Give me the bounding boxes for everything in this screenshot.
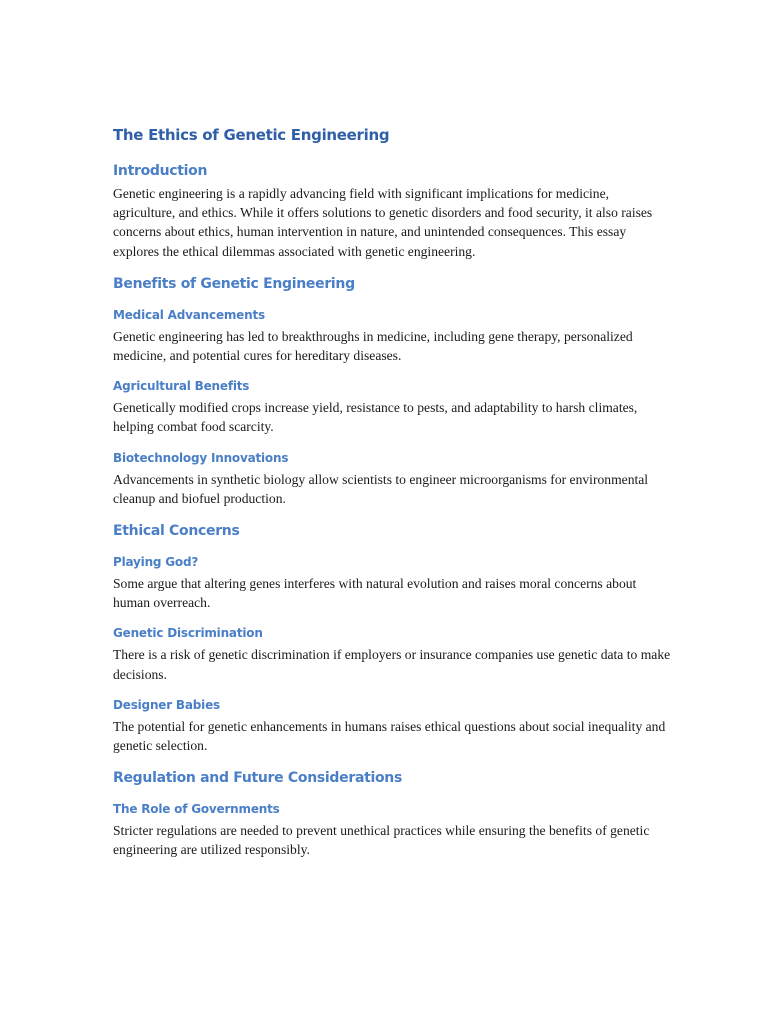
- section-heading-benefits: Benefits of Genetic Engineering: [113, 275, 355, 292]
- genetic-discrimination-paragraph: There is a risk of genetic discrimination if employers or insurance companies use genetic data to make decisions.: [113, 647, 671, 682]
- subheading-agricultural-benefits: Agricultural Benefits: [113, 379, 250, 394]
- playing-god-paragraph: Some argue that altering genes interferes with natural evolution and raises moral concerns about human overreach.: [113, 576, 637, 611]
- introduction-paragraph: Genetic engineering is a rapidly advancing field with significant implications for medicine, agriculture, and ethics. While it offers solutions to genetic disorders and food security, it also raises concerns about ethics, human intervention in nature, and unintended consequences. This essay explores the ethical dilemmas associated with genetic engineering.: [113, 186, 653, 259]
- subheading-biotechnology-innovations: Biotechnology Innovations: [113, 450, 289, 465]
- document-page: [113, 124, 673, 860]
- section-heading-ethical-concerns: Ethical Concerns: [113, 523, 240, 540]
- subheading-medical-advancements: Medical Advancements: [113, 307, 265, 322]
- role-of-governments-paragraph: Stricter regulations are needed to prevent unethical practices while ensuring the benefits of genetic engineering are utilized responsibly.: [113, 823, 650, 858]
- subheading-designer-babies: Designer Babies: [113, 697, 220, 712]
- subheading-genetic-discrimination: Genetic Discrimination: [113, 626, 263, 641]
- agricultural-benefits-paragraph: Genetically modified crops increase yield, resistance to pests, and adaptability to harsh climates, helping combat food scarcity.: [113, 400, 638, 435]
- subheading-playing-god: Playing God?: [113, 555, 199, 570]
- subheading-role-of-governments: The Role of Governments: [113, 802, 280, 817]
- medical-advancements-paragraph: Genetic engineering has led to breakthroughs in medicine, including gene therapy, personalized medicine, and potential cures for hereditary diseases.: [113, 328, 633, 364]
- section-heading-introduction: Introduction: [113, 163, 208, 179]
- biotechnology-innovations-paragraph: Advancements in synthetic biology allow scientists to engineer microorganisms for environmental cleanup and biofuel production.: [113, 471, 649, 506]
- document-title: The Ethics of Genetic Engineering: [113, 126, 390, 144]
- designer-babies-paragraph: The potential for genetic enhancements in humans raises ethical questions about social inequality and genetic selection.: [113, 718, 666, 754]
- section-heading-regulation: Regulation and Future Considerations: [113, 770, 403, 787]
